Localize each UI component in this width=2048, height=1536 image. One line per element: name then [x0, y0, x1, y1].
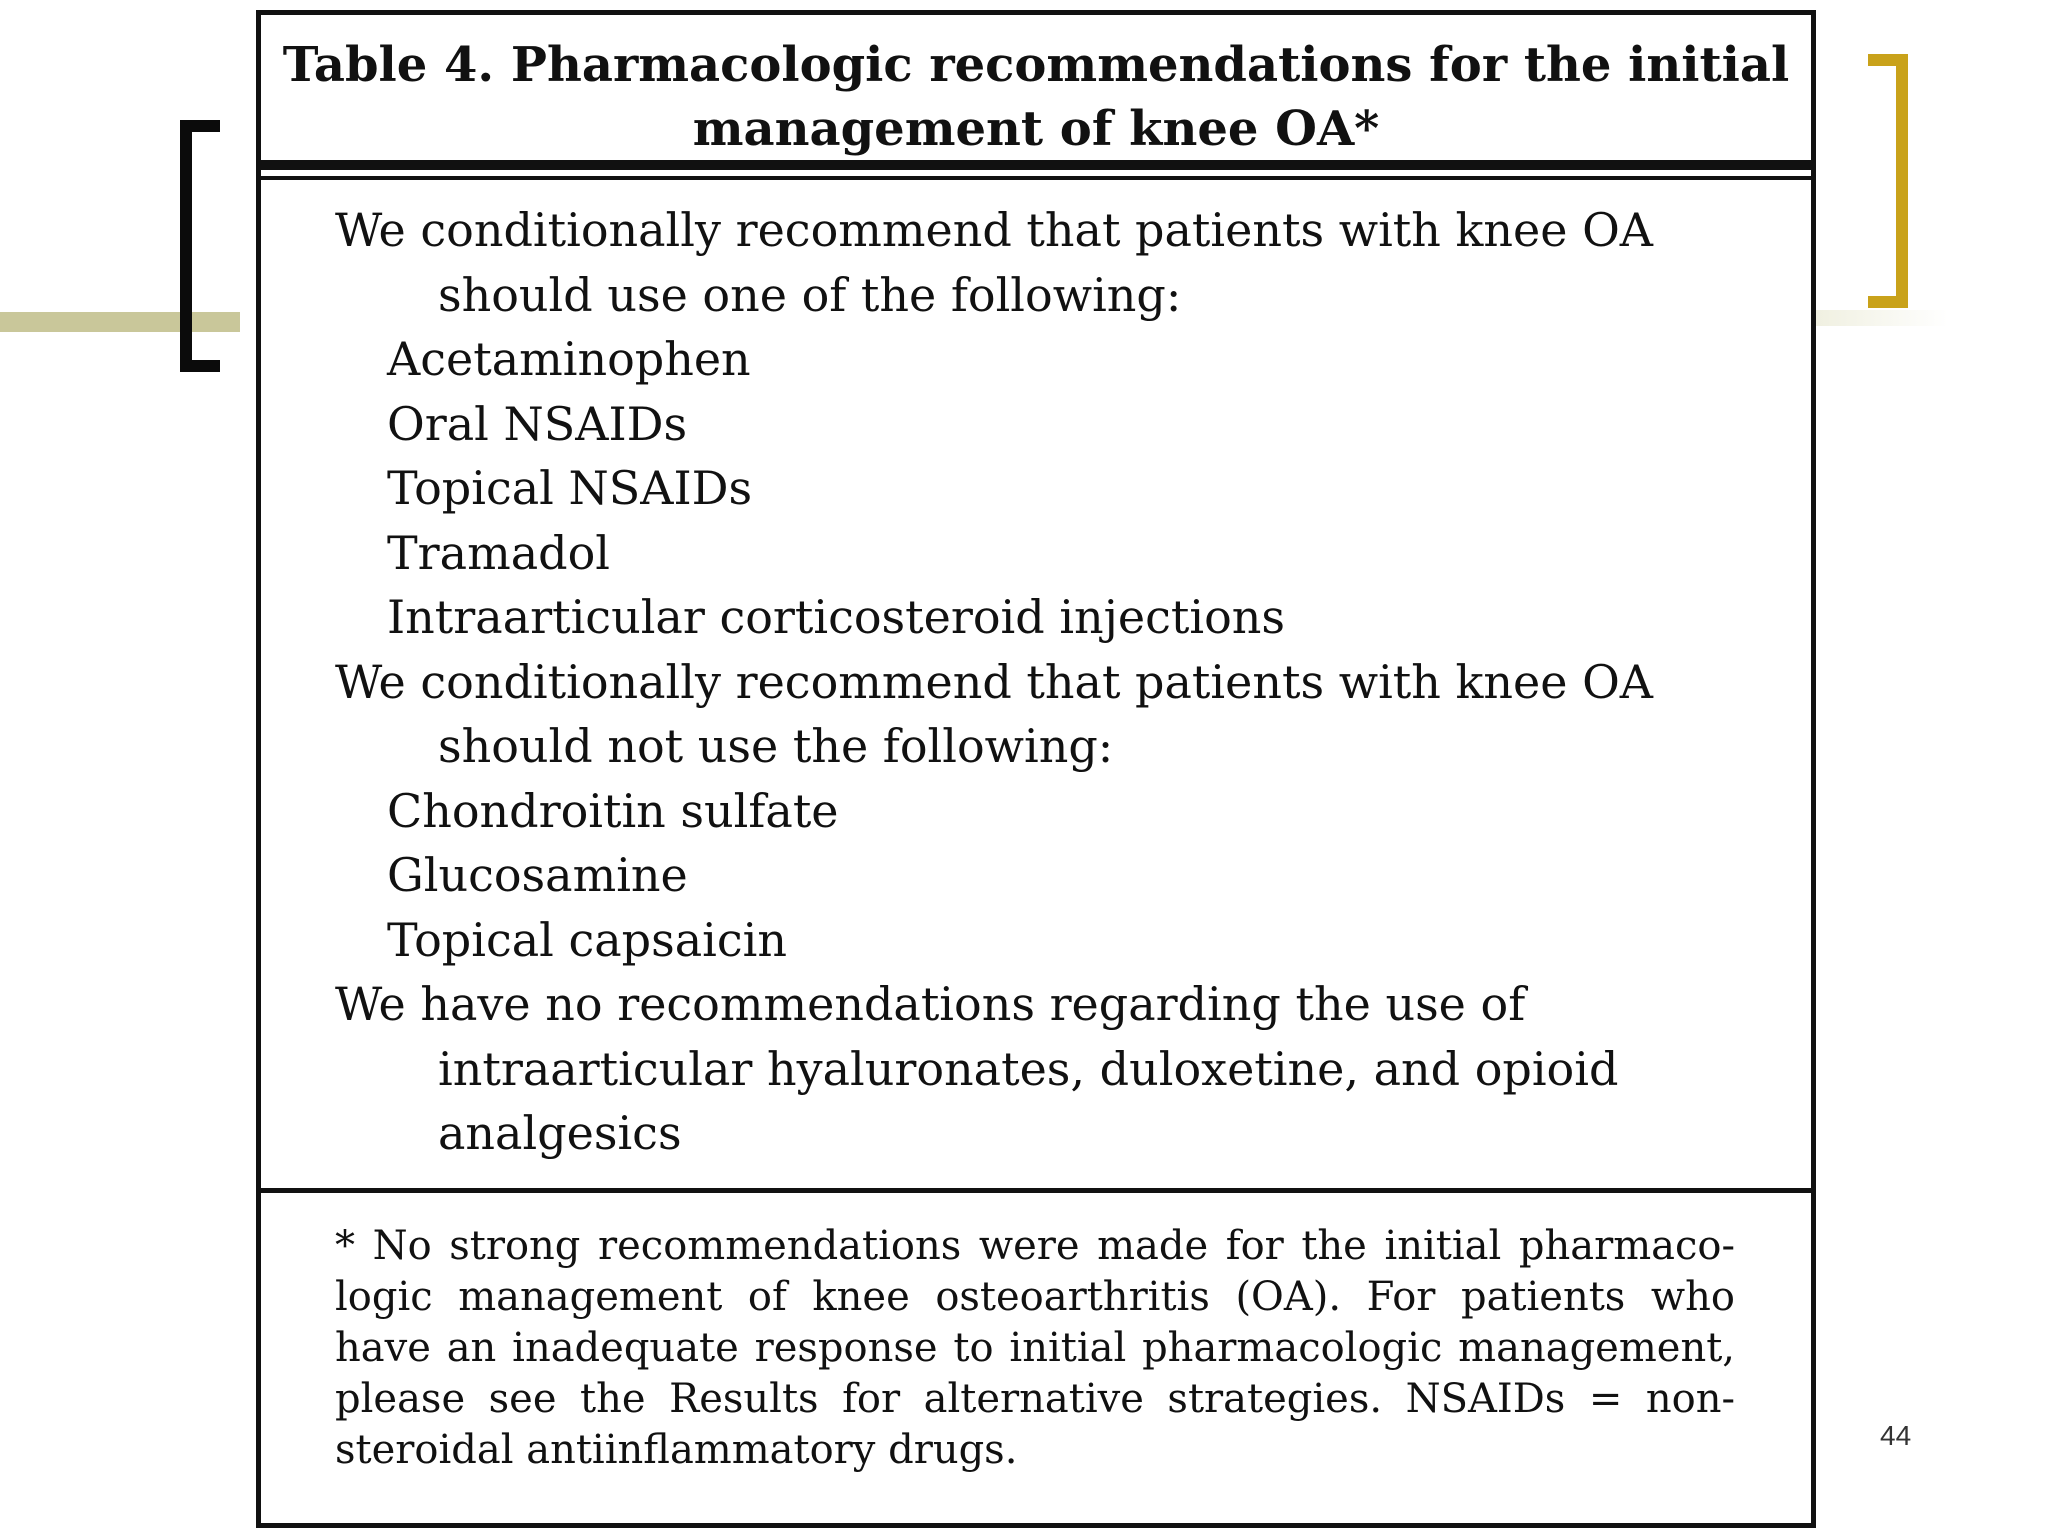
- list-item: Glucosamine: [387, 848, 688, 902]
- table-body: [261, 176, 1811, 1188]
- list-item: Intraarticular corticosteroid injections: [387, 590, 1286, 644]
- group-lead-line: We conditionally recommend that patients with knee OA: [335, 654, 1654, 709]
- list-item: Topical capsaicin: [387, 912, 787, 967]
- list-item: Oral NSAIDs: [387, 396, 688, 451]
- group-lead-text: [335, 650, 1731, 779]
- list-item: Acetaminophen: [387, 332, 751, 386]
- footnote-line: logic management of knee osteoarthritis (OA). For patients who: [335, 1274, 1735, 1320]
- group-lead-line: analgesics: [438, 1106, 682, 1160]
- left-bracket-decoration: [180, 120, 220, 372]
- group-lead-line: should not use the following:: [438, 719, 1114, 773]
- group-lead-line: We have no recommendations regarding the use of: [335, 977, 1526, 1031]
- list-item: Topical NSAIDs: [387, 461, 753, 515]
- list-item: Chondroitin sulfate: [387, 783, 839, 838]
- list-item: Tramadol: [387, 525, 610, 580]
- table-title: [261, 15, 1811, 170]
- drug-list: [335, 327, 1731, 650]
- group-lead-line: We conditionally recommend that patients with knee OA: [335, 203, 1654, 257]
- table-title-line-1: Table 4. Pharmacologic recommendations for the initial: [282, 37, 1790, 93]
- footnote-line: have an inadequate response to initial pharmacologic management,: [335, 1325, 1735, 1371]
- table-title-line-2: management of knee OA*: [692, 101, 1380, 157]
- recommendation-group-use: [335, 198, 1731, 650]
- table-footnote: [261, 1188, 1811, 1476]
- decorative-stripe-right: [1808, 310, 1948, 326]
- recommendation-group-none: [335, 972, 1731, 1166]
- footnote-line: * No strong recommendations were made for the initial pharmaco-: [335, 1223, 1735, 1269]
- group-lead-line: should use one of the following:: [438, 267, 1182, 322]
- group-lead-text: [335, 198, 1731, 327]
- group-lead-line: intraarticular hyaluronates, duloxetine, and opioid: [438, 1041, 1619, 1096]
- right-bracket-decoration: [1868, 54, 1908, 308]
- footnote-line: please see the Results for alternative strategies. NSAIDs = non-: [335, 1376, 1735, 1422]
- slide-number: 44: [1880, 1420, 1912, 1451]
- recommendation-group-not-use: [335, 650, 1731, 973]
- footnote-line: steroidal antiinflammatory drugs.: [335, 1427, 1018, 1473]
- recommendations-table: [256, 10, 1816, 1528]
- group-lead-text: [335, 972, 1731, 1166]
- drug-list: [335, 779, 1731, 973]
